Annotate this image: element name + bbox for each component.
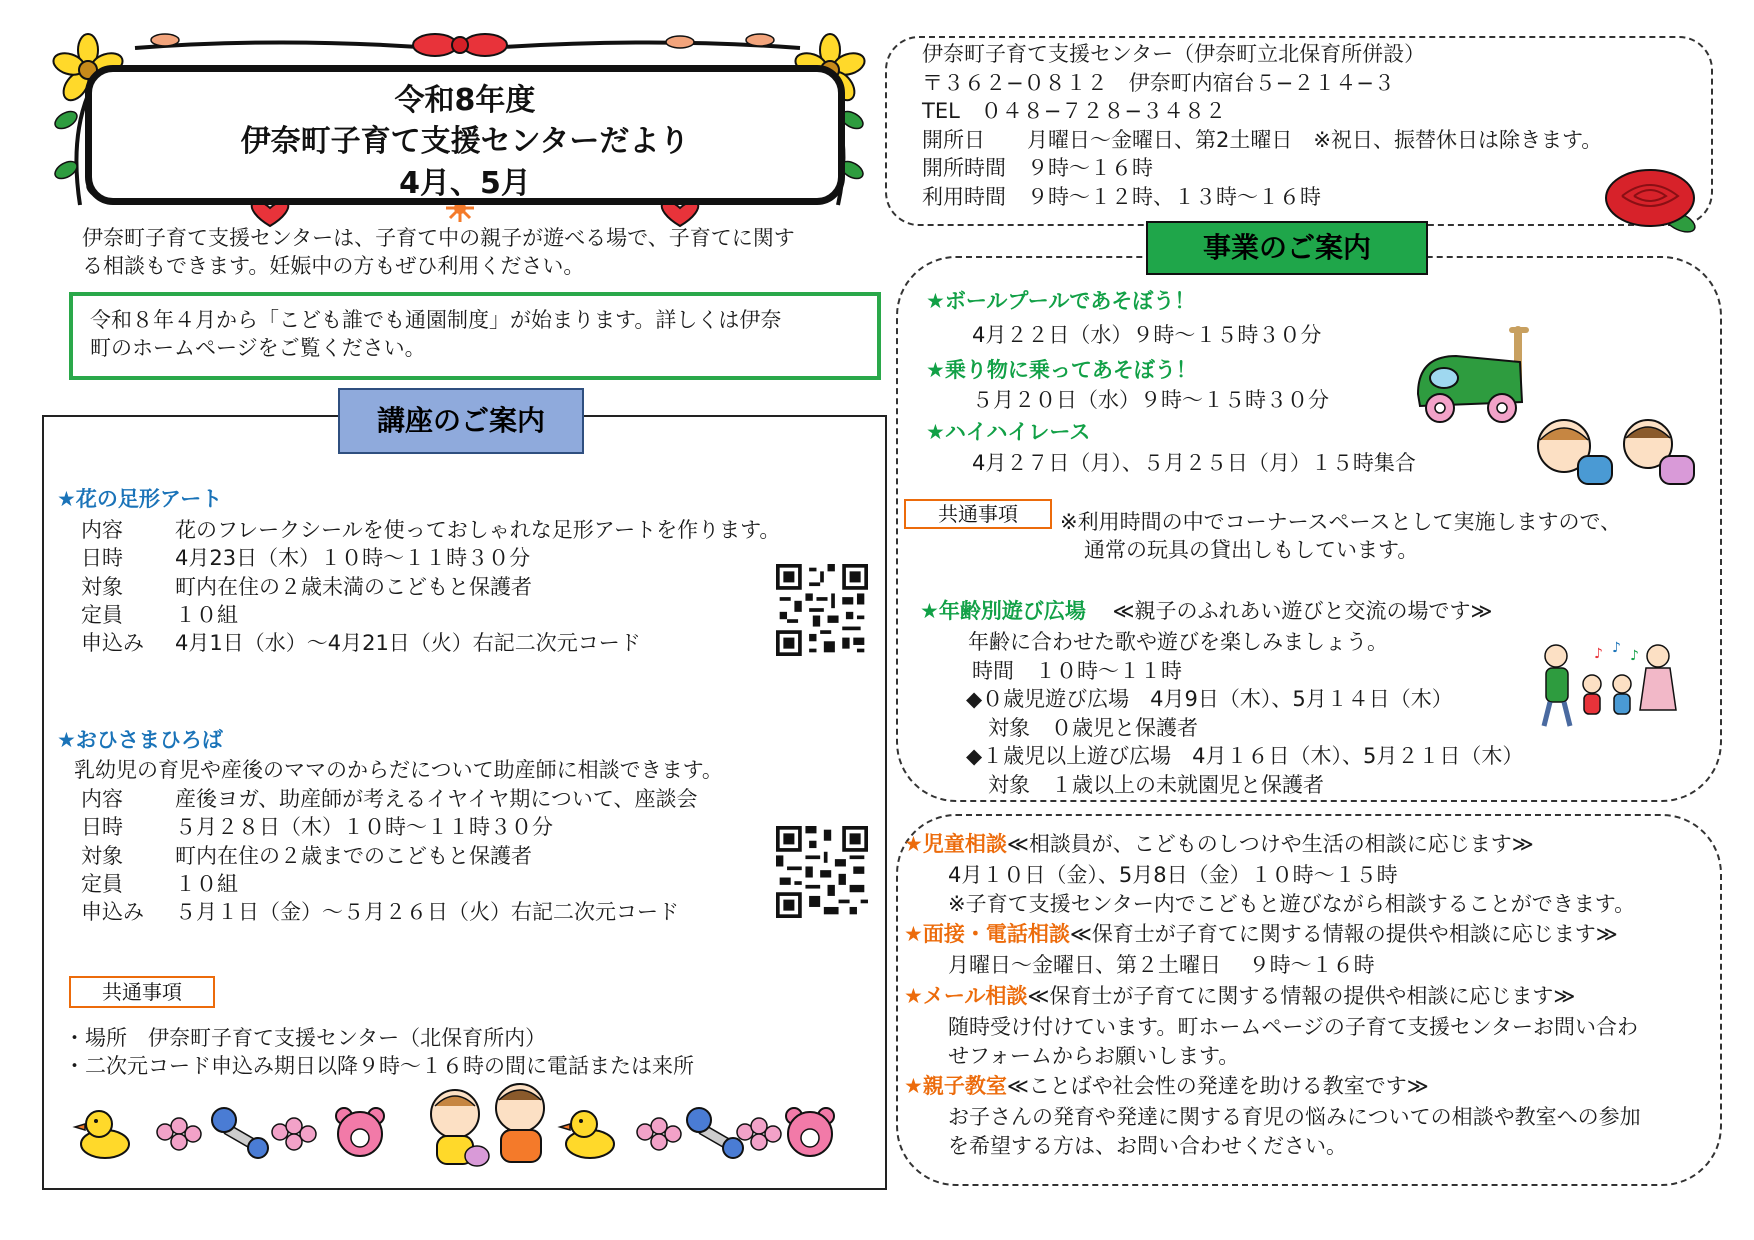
detail-value: １０組 <box>175 603 238 628</box>
bear-icon <box>336 1108 384 1156</box>
event-desc-ohisama: 乳幼児の育児や産後のママのからだについて助産師に相談できます。 <box>74 758 723 782</box>
jigyo-date-ballpool: 4月２２日（水）９時〜１５時３０分 <box>972 323 1322 347</box>
sodan-title: ★親子教室 <box>904 1074 1007 1098</box>
svg-text:♪: ♪ <box>1612 640 1621 656</box>
bottom-decoration <box>70 1076 850 1176</box>
detail-row <box>81 785 697 813</box>
flower-cluster-icon <box>637 1118 681 1150</box>
detail-label: 対象 <box>81 574 123 599</box>
sodan-subtitle: ≪ことばや社会性の発達を助ける教室です≫ <box>1006 1074 1429 1098</box>
sodan-oyako-line-1: お子さんの発育や発達に関する育児の悩みについての相談や教室への参加 <box>948 1105 1641 1129</box>
sodan-mensetsu-line-1: 月曜日〜金曜日、第２土曜日 ９時〜１６時 <box>948 953 1375 977</box>
jigyo-common-label: 共通事項 <box>904 499 1052 529</box>
sodan-mail-line-2: せフォームからお願いします。 <box>948 1044 1240 1068</box>
jigyo-title-norimono: ★乗り物に乗ってあそぼう！ <box>926 358 1197 382</box>
common-note: ・二次元コード申込み期日以降９時〜１６時の間に電話または来所 <box>64 1054 694 1079</box>
intro-line-1: 伊奈町子育て支援センターは、子育て中の親子が遊べる場で、子育てに関す <box>82 226 795 250</box>
sodan-subtitle: ≪保育士が子育てに関する情報の提供や相談に応じます≫ <box>1069 922 1618 946</box>
svg-text:♪: ♪ <box>1594 646 1603 662</box>
notice-text <box>90 306 781 362</box>
event-details-ashigata <box>81 516 780 658</box>
age-play-time: 時間 １０時〜１１時 <box>972 659 1182 683</box>
age-play-subtitle: ≪親子のふれあい遊びと交流の場です≫ <box>1112 599 1493 623</box>
detail-row <box>81 813 697 841</box>
rattle-icon <box>687 1108 743 1158</box>
sodan-mail-line-1: 随時受け付けています。町ホームページの子育て支援センターお問い合わ <box>948 1015 1639 1039</box>
detail-value: 町内在住の２歳未満のこどもと保護者 <box>175 574 532 599</box>
intro-text <box>82 224 795 280</box>
use-hours: 利用時間 ９時〜１２時、１３時〜１６時 <box>922 184 1321 209</box>
center-info <box>922 40 1602 212</box>
detail-label: 内容 <box>81 787 123 811</box>
flower-cluster-icon <box>157 1118 201 1150</box>
sodan-oyako-heading <box>904 1072 1429 1100</box>
age-play-zero-target: 対象 ０歳児と保護者 <box>988 716 1198 740</box>
age-play-heading <box>920 597 1492 625</box>
sodan-jido-line-1: 4月１０日（金）、5月8日（金）１０時〜１５時 <box>948 863 1398 887</box>
title-line-3: 4月、5月 <box>399 165 531 201</box>
rattle-icon <box>212 1108 268 1158</box>
detail-value: １０組 <box>175 872 238 897</box>
jigyo-header: 事業のご案内 <box>1146 221 1428 275</box>
ride-on-toy-icon <box>1410 322 1538 432</box>
duck-icon <box>560 1111 614 1158</box>
sodan-jido-heading <box>904 830 1534 858</box>
detail-label: 申込み <box>81 900 144 925</box>
detail-row <box>81 573 780 601</box>
detail-value: ５月２８日（木）１０時〜１１時３０分 <box>175 815 553 840</box>
detail-row <box>81 629 780 657</box>
rose-icon <box>1600 166 1710 238</box>
kouza-common-label: 共通事項 <box>69 976 215 1008</box>
detail-label: 定員 <box>81 872 123 897</box>
detail-row <box>81 898 697 926</box>
detail-row <box>81 544 780 572</box>
age-play-zero: ◆０歳児遊び広場 4月9日（木）、5月１４日（木） <box>966 687 1453 711</box>
detail-row <box>81 842 697 870</box>
detail-value: 4月23日（木）１０時〜１１時３０分 <box>175 546 531 571</box>
sodan-mensetsu-heading <box>904 920 1618 948</box>
bow-icon <box>413 34 507 56</box>
heart-icon-left <box>252 201 289 226</box>
age-play-title: ★年齢別遊び広場 <box>920 599 1086 623</box>
event-title-ashigata: ★花の足形アート <box>57 487 223 511</box>
detail-label: 定員 <box>81 603 123 628</box>
sodan-title: ★面接・電話相談 <box>904 922 1070 946</box>
page-title <box>95 80 835 204</box>
qr-code-ohisama[interactable] <box>776 826 868 918</box>
sodan-title: ★メール相談 <box>904 984 1028 1008</box>
kouza-header: 講座のご案内 <box>338 388 584 454</box>
detail-label: 内容 <box>81 518 123 542</box>
detail-label: 日時 <box>81 546 123 571</box>
detail-label: 日時 <box>81 815 123 840</box>
detail-value: 花のフレークシールを使っておしゃれな足形アートを作ります。 <box>175 518 781 542</box>
detail-value: ５月１日（金）〜５月２６日（火）右記二次元コード <box>175 900 679 925</box>
age-play-one-target: 対象 １歳以上の未就園児と保護者 <box>988 773 1324 797</box>
sodan-mail-heading <box>904 982 1575 1010</box>
intro-line-2: る相談もできます。妊娠中の方もぜひ利用ください。 <box>82 254 585 278</box>
common-note: ・場所 伊奈町子育て支援センター（北保育所内） <box>64 1026 547 1050</box>
detail-label: 対象 <box>81 843 123 868</box>
notice-line-2: 町のホームページをご覧ください。 <box>90 336 426 360</box>
babies-icon <box>431 1084 544 1166</box>
sodan-jido-line-2: ※子育て支援センター内でこどもと遊びながら相談することができます。 <box>948 892 1636 916</box>
title-line-2: 伊奈町子育て支援センターだより <box>240 124 690 160</box>
center-address: 〒３６２−０８１２ 伊奈町内宿台５−２１４−３ <box>922 70 1395 95</box>
svg-text:♪: ♪ <box>1630 648 1639 664</box>
age-play-desc: 年齢に合わせた歌や遊びを楽しみましょう。 <box>968 630 1388 654</box>
duck-icon <box>75 1111 129 1158</box>
jigyo-common-line-2: 通常の玩具の貸出しもしています。 <box>1084 538 1419 562</box>
detail-row <box>81 870 697 898</box>
sodan-subtitle: ≪保育士が子育てに関する情報の提供や相談に応じます≫ <box>1027 984 1576 1008</box>
qr-code-ashigata[interactable] <box>776 564 868 656</box>
open-hours: 開所時間 ９時〜１６時 <box>922 156 1153 181</box>
sodan-title: ★児童相談 <box>904 832 1007 856</box>
detail-value: 4月1日（水）〜4月21日（火）右記二次元コード <box>175 631 641 656</box>
jigyo-title-ballpool: ★ボールプールであそぼう！ <box>926 289 1196 313</box>
detail-label: 申込み <box>81 631 144 656</box>
bear-icon <box>786 1108 834 1156</box>
detail-row <box>81 516 780 544</box>
title-line-1: 令和8年度 <box>394 83 536 118</box>
notice-line-1: 令和８年４月から「こども誰でも通園制度」が始まります。詳しくは伊奈 <box>90 308 782 332</box>
jigyo-common-line-1: ※利用時間の中でコーナースペースとして実施しますので、 <box>1060 510 1622 534</box>
sodan-oyako-line-2: を希望する方は、お問い合わせください。 <box>948 1134 1347 1158</box>
center-tel: TEL ０４８−７２８−３４８２ <box>922 99 1226 124</box>
detail-value: 産後ヨガ、助産師が考えるイヤイヤ期について、座談会 <box>175 787 698 811</box>
age-play-one: ◆１歳児以上遊び広場 4月１６日（木）、5月２１日（木） <box>966 744 1524 768</box>
detail-value: 町内在住の２歳までのこどもと保護者 <box>175 843 532 868</box>
sodan-subtitle: ≪相談員が、こどものしつけや生活の相談に応じます≫ <box>1006 832 1534 856</box>
jigyo-title-haihai: ★ハイハイレース <box>926 420 1091 444</box>
jigyo-date-haihai: 4月２７日（月）、５月２５日（月）１５時集合 <box>972 451 1416 475</box>
kouza-common-notes <box>64 1024 694 1081</box>
event-details-ohisama <box>81 785 697 927</box>
jigyo-date-norimono: ５月２０日（水）９時〜１５時３０分 <box>972 388 1329 412</box>
family-dancing-icon <box>1534 640 1684 730</box>
event-title-ohisama: ★おひさまひろば <box>57 728 223 752</box>
heart-icon-right <box>662 201 699 226</box>
detail-row <box>81 601 780 629</box>
open-days: 開所日 月曜日〜金曜日、第2土曜日 ※祝日、振替休日は除きます。 <box>922 127 1603 152</box>
crawling-babies-icon <box>1528 416 1698 498</box>
center-name: 伊奈町子育て支援センター（伊奈町立北保育所併設） <box>922 42 1426 66</box>
flower-cluster-icon <box>272 1118 316 1150</box>
